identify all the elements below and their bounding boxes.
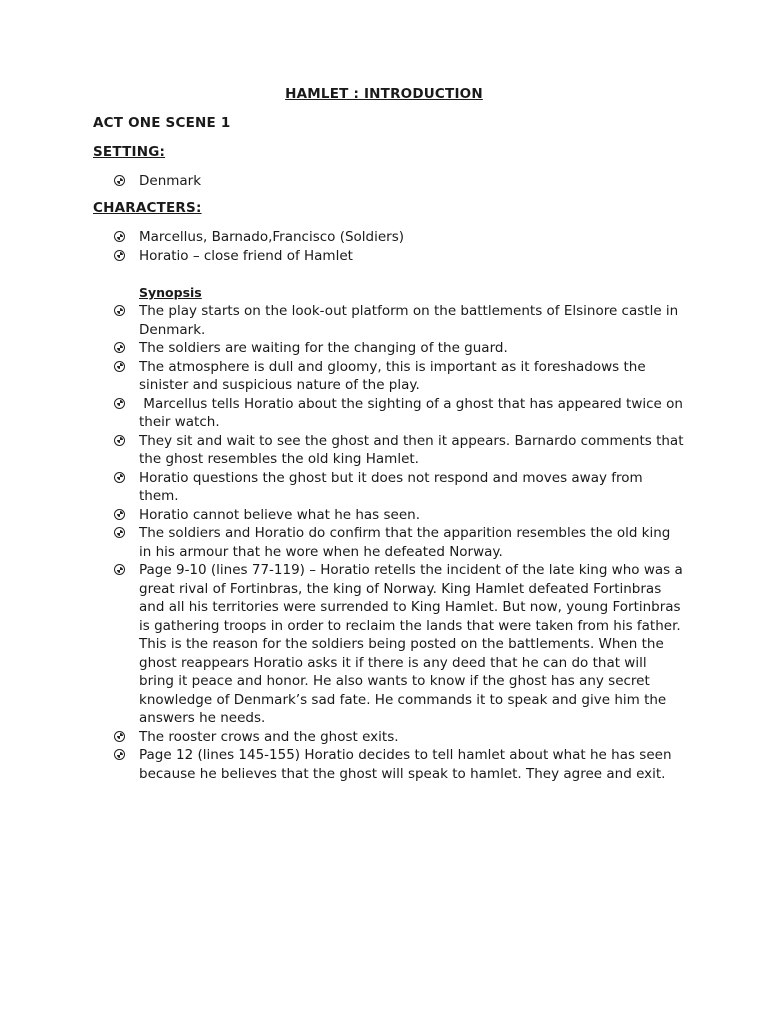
list-item-text: Horatio – close friend of Hamlet xyxy=(139,247,353,264)
list-item-text: The soldiers are waiting for the changing of the guard. xyxy=(139,340,508,356)
bullet-icon xyxy=(114,250,125,261)
list-item xyxy=(114,728,684,747)
list-item xyxy=(114,302,684,339)
list-item-text: The rooster crows and the ghost exits. xyxy=(139,728,399,745)
list-item xyxy=(114,339,684,358)
list-item-text: Page 9-10 (lines 77-119) – Horatio retells the incident of the late king who was a great rival of Fortinbras, the king of Norway. King Hamlet defeated Fortinbras and all his territories were surrended to King Hamlet. But now, young Fortinbras is gathering troops in order to reclaim the lands that were taken from his father. This is the reason for the soldiers being posted on the battlements. When the ghost reappears Horatio asks it if there is any deed that he can do that will bring it peace and honor. He also wants to know if the ghost has any secret knowledge of Denmark’s sad fate. He commands it to speak and give him the answers he needs. xyxy=(139,562,683,726)
bullet-icon xyxy=(114,527,125,538)
list-item xyxy=(114,524,684,561)
characters-list xyxy=(114,228,684,265)
list-item-text: The soldiers and Horatio do confirm that the apparition resembles the old king in his armour that he wore when he defeated Norway. xyxy=(139,525,671,560)
synopsis-heading: Synopsis xyxy=(139,285,202,300)
list-item xyxy=(114,247,684,266)
bullet-icon xyxy=(114,472,125,483)
list-item xyxy=(114,395,688,432)
list-item xyxy=(114,172,684,191)
document-title: HAMLET : INTRODUCTION xyxy=(285,86,483,102)
list-item xyxy=(114,432,684,469)
bullet-icon xyxy=(114,361,125,372)
bullet-icon xyxy=(114,231,125,242)
list-item-text: The atmosphere is dull and gloomy, this is important as it foreshadows the sinister and suspicious nature of the play. xyxy=(139,358,646,393)
synopsis-list xyxy=(114,302,688,783)
setting-heading: SETTING: xyxy=(93,144,166,160)
list-item xyxy=(114,469,684,506)
list-item-text: Horatio questions the ghost but it does not respond and moves away from them. xyxy=(139,469,643,504)
bullet-icon xyxy=(114,398,125,409)
bullet-icon xyxy=(114,342,125,353)
bullet-icon xyxy=(114,509,125,520)
list-item xyxy=(114,228,684,247)
list-item-text: Horatio cannot believe what he has seen. xyxy=(139,506,421,523)
list-item xyxy=(114,506,684,525)
characters-heading: CHARACTERS: xyxy=(93,200,202,216)
bullet-icon xyxy=(114,564,125,575)
list-item-text: Denmark xyxy=(139,173,202,189)
list-item-text: Page 12 (lines 145-155) Horatio decides to tell hamlet about what he has seen because he believes that the ghost will speak to hamlet. They agree and exit. xyxy=(139,747,672,782)
list-item-text: Marcellus tells Horatio about the sighting of a ghost that has appeared twice on their watch. xyxy=(139,395,688,430)
list-item xyxy=(114,358,684,395)
bullet-icon xyxy=(114,305,125,316)
list-item xyxy=(114,746,684,783)
setting-list xyxy=(114,172,684,191)
list-item-text: The play starts on the look-out platform on the battlements of Elsinore castle in Denmark. xyxy=(139,303,679,338)
bullet-icon xyxy=(114,749,125,760)
bullet-icon xyxy=(114,435,125,446)
act-heading: ACT ONE SCENE 1 xyxy=(93,115,231,131)
list-item-text: Marcellus, Barnado,Francisco (Soldiers) xyxy=(139,229,405,245)
bullet-icon xyxy=(114,175,125,186)
list-item xyxy=(114,561,684,728)
list-item-text: They sit and wait to see the ghost and then it appears. Barnardo comments that the ghost resembles the old king Hamlet. xyxy=(139,432,684,467)
bullet-icon xyxy=(114,731,125,742)
